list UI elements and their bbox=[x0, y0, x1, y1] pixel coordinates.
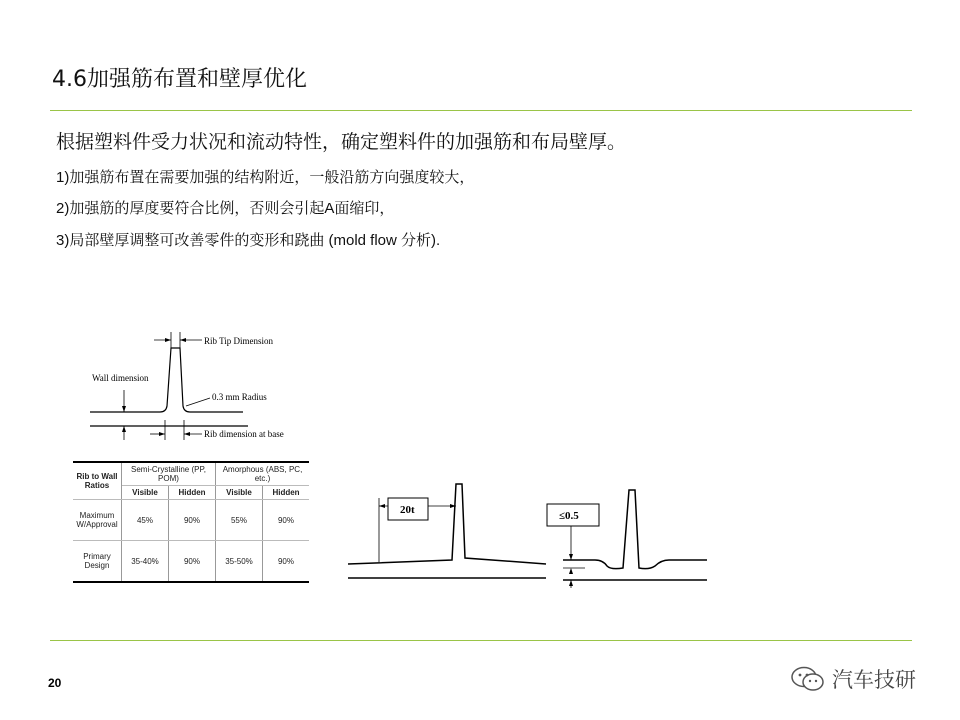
watermark-text: 汽车技研 bbox=[832, 668, 916, 692]
top-divider bbox=[50, 110, 912, 111]
table-cell: 45% bbox=[122, 500, 169, 541]
point-3: 3)局部壁厚调整可改善零件的变形和跷曲 (mold flow 分析). bbox=[56, 232, 441, 249]
table-cell: 90% bbox=[169, 500, 216, 541]
radius-label: 0.3 mm Radius bbox=[212, 392, 267, 402]
table-subheader: Hidden bbox=[263, 486, 310, 500]
wall-thinning-diagram bbox=[545, 482, 715, 592]
table-cell: 90% bbox=[263, 541, 310, 583]
table-cell: 35-40% bbox=[122, 541, 169, 583]
wechat-icon bbox=[790, 665, 826, 693]
intro-text: 根据塑料件受力状况和流动特性，确定塑料件的加强筋和布局壁厚。 bbox=[56, 131, 627, 153]
table-subheader: Visible bbox=[122, 486, 169, 500]
rib-tip-label: Rib Tip Dimension bbox=[204, 336, 274, 346]
row-label: Primary Design bbox=[73, 541, 122, 583]
table-header-semicrystalline: Semi-Crystalline (PP, POM) bbox=[122, 462, 216, 486]
table-cell: 90% bbox=[169, 541, 216, 583]
watermark bbox=[790, 664, 916, 694]
table-subheader: Visible bbox=[216, 486, 263, 500]
table-subheader: Hidden bbox=[169, 486, 216, 500]
table-header-ratio: Rib to Wall Ratios bbox=[73, 462, 122, 500]
rib-base-label: Rib dimension at base bbox=[204, 429, 284, 439]
rib-dimension-diagram bbox=[88, 328, 318, 448]
bottom-divider bbox=[50, 640, 912, 641]
table-cell: 55% bbox=[216, 500, 263, 541]
thickness-label: ≤0.5 bbox=[559, 510, 579, 522]
point-1: 1)加强筋布置在需要加强的结构附近，一般沿筋方向强度较大， bbox=[56, 169, 475, 186]
slide-title: 4.6加强筋布置和壁厚优化 bbox=[52, 67, 307, 92]
spacing-label: 20t bbox=[400, 504, 415, 516]
table-row bbox=[73, 500, 309, 541]
point-2: 2)加强筋的厚度要符合比例，否则会引起A面缩印， bbox=[56, 200, 395, 217]
wall-dimension-label: Wall dimension bbox=[92, 373, 149, 383]
rib-spacing-diagram bbox=[346, 478, 551, 583]
table-cell: 35-50% bbox=[216, 541, 263, 583]
page-number: 20 bbox=[48, 676, 62, 690]
table-row bbox=[73, 541, 309, 583]
table-header-amorphous: Amorphous (ABS, PC, etc.) bbox=[216, 462, 310, 486]
row-label: Maximum W/Approval bbox=[73, 500, 122, 541]
rib-ratio-table bbox=[73, 461, 309, 583]
table-cell: 90% bbox=[263, 500, 310, 541]
